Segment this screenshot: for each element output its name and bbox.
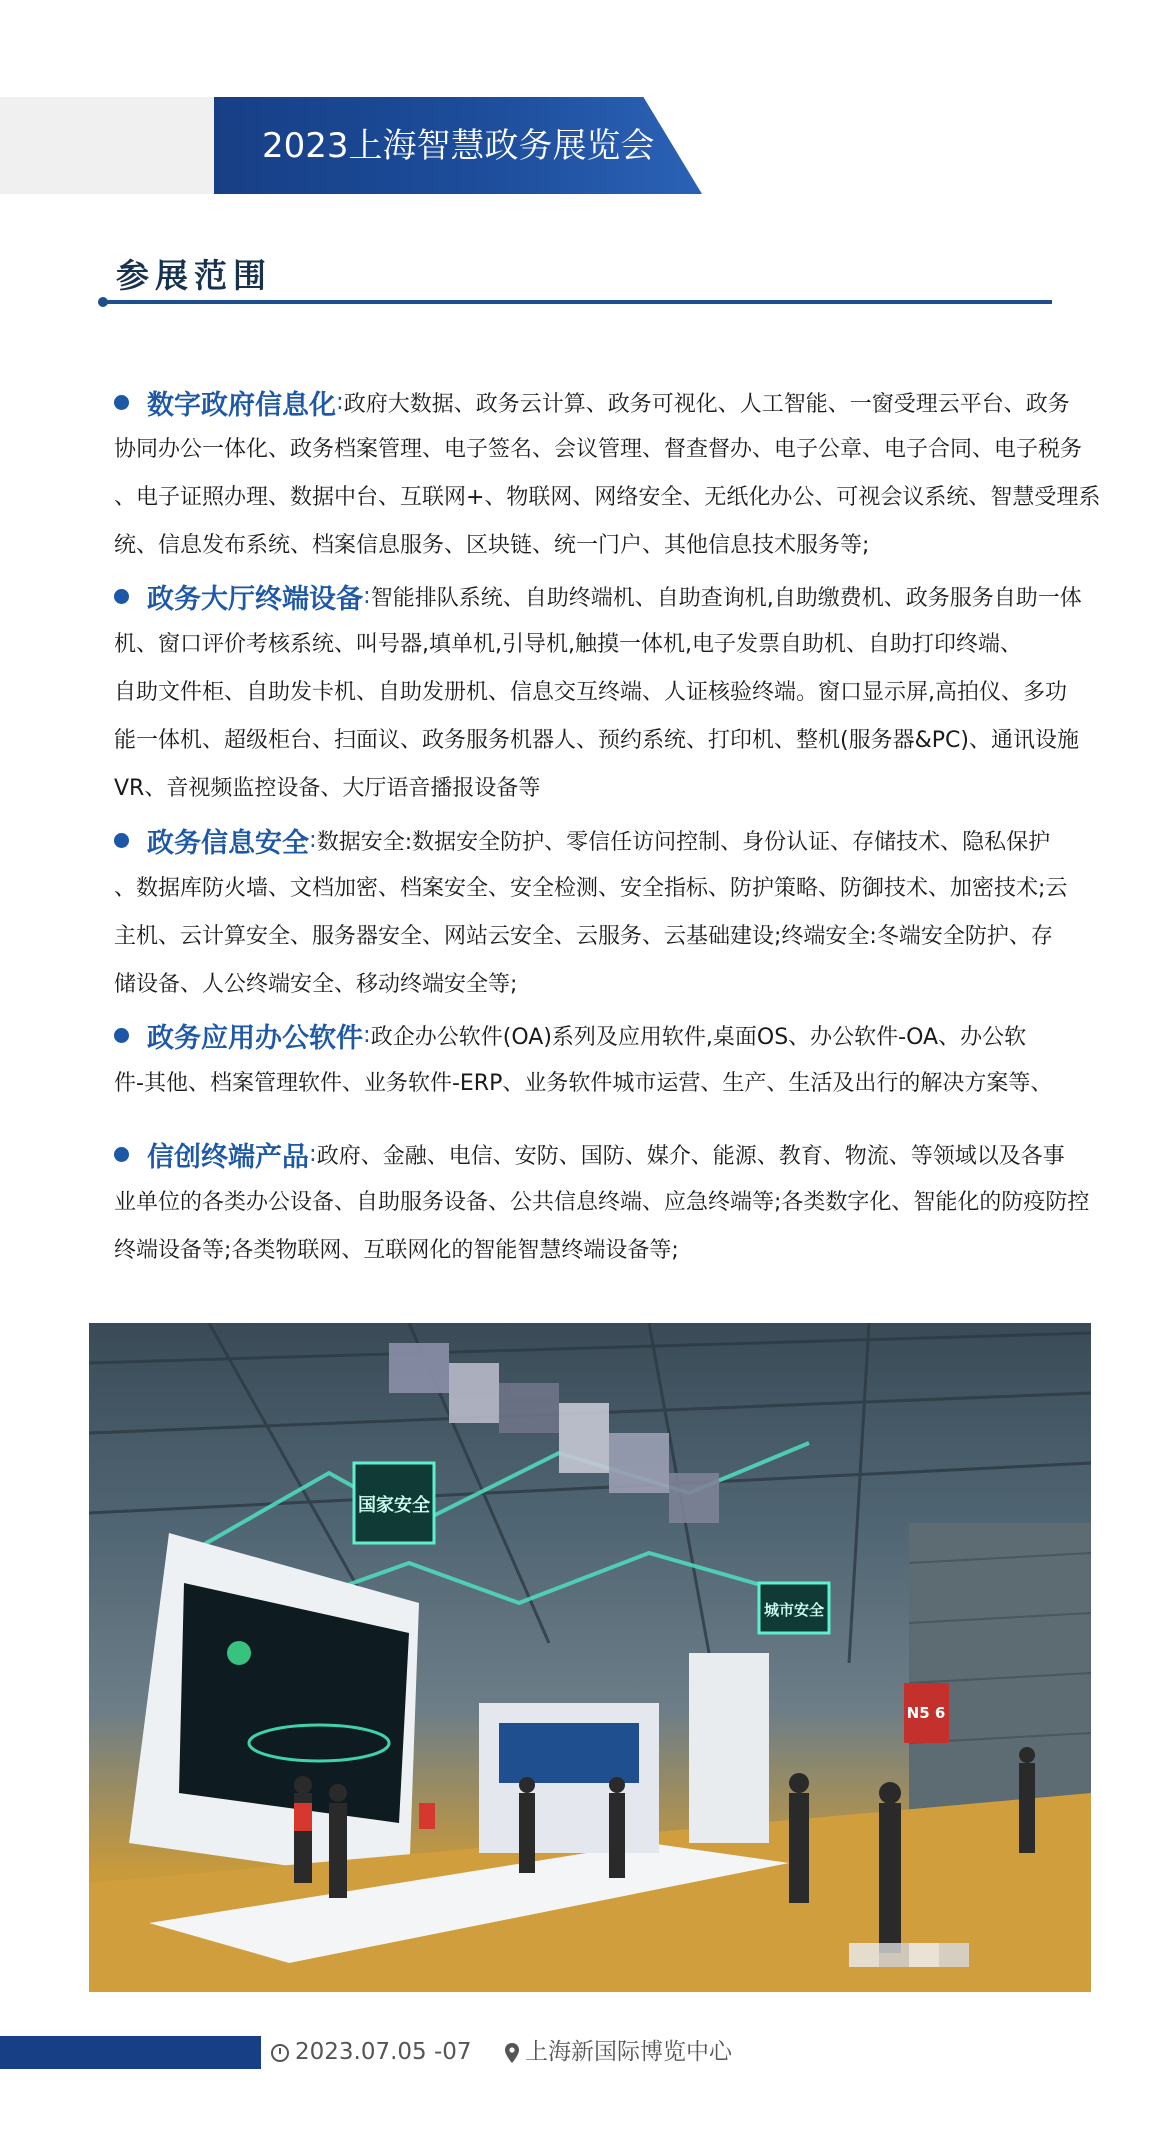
bullet-icon <box>114 1147 129 1162</box>
category-line: 储设备、人公终端安全、移动终端安全等; <box>114 972 518 997</box>
category-colon: : <box>363 583 371 609</box>
category-line: 终端设备等;各类物联网、互联网化的智能智慧终端设备等; <box>114 1238 679 1263</box>
clock-icon <box>271 2044 289 2062</box>
header-gray-band <box>0 97 230 194</box>
section-divider <box>100 300 1052 304</box>
category-title: 信创终端产品 <box>147 1141 309 1173</box>
footer-date <box>271 2036 472 2069</box>
category-header <box>114 380 1070 424</box>
category-header <box>114 574 1082 618</box>
category-header <box>114 1013 1026 1057</box>
bullet-icon <box>114 833 129 848</box>
bullet-icon <box>114 1028 129 1043</box>
booth-sign-2: 城市安全 <box>763 1601 825 1619</box>
category-line: 业单位的各类办公设备、自助服务设备、公共信息终端、应急终端等;各类数字化、智能化的防疫防控 <box>114 1190 1090 1215</box>
page-title: 2023上海智慧政务展览会 <box>262 126 655 166</box>
category-line: VR、音视频监控设备、大厅语音播报设备等 <box>114 776 541 801</box>
category-text: 智能排队系统、自助终端机、自助查询机,自助缴费机、政务服务自助一体 <box>370 585 1082 611</box>
category-header <box>114 818 1050 862</box>
category-title: 数字政府信息化 <box>147 389 336 421</box>
category-line: 、电子证照办理、数据中台、互联网+、物联网、网络安全、无纸化办公、可视会议系统、智慧受理系 <box>114 485 1101 510</box>
footer-date-text: 2023.07.05 -07 <box>295 2039 472 2065</box>
footer-venue <box>505 2036 732 2069</box>
category-colon: : <box>309 1141 317 1167</box>
category-line: 自助文件柜、自助发卡机、自助发册机、信息交互终端、人证核验终端。窗口显示屏,高拍仪、多功 <box>114 680 1067 705</box>
location-pin-icon <box>505 2043 519 2063</box>
category-text: 政企办公软件(OA)系列及应用软件,桌面OS、办公软件-OA、办公软 <box>370 1024 1027 1050</box>
bullet-icon <box>114 589 129 604</box>
category-text: 政府大数据、政务云计算、政务可视化、人工智能、一窗受理云平台、政务 <box>343 391 1070 417</box>
category-line: 能一体机、超级柜台、扫面议、政务服务机器人、预约系统、打印机、整机(服务器&PC)、通讯设施 <box>114 728 1079 753</box>
category-title: 政务应用办公软件 <box>147 1022 363 1054</box>
category-line: 统、信息发布系统、档案信息服务、区块链、统一门户、其他信息技术服务等; <box>114 533 870 558</box>
category-colon: : <box>363 1022 371 1048</box>
hall-sign: N5 6 <box>906 1704 946 1722</box>
category-title: 政务大厅终端设备 <box>147 583 363 615</box>
category-header <box>114 1132 1065 1176</box>
category-line: 协同办公一体化、政务档案管理、电子签名、会议管理、督查督办、电子公章、电子合同、电子税务 <box>114 437 1083 462</box>
exhibition-photo <box>89 1323 1091 1992</box>
category-text: 数据安全:数据安全防护、零信任访问控制、身份认证、存储技术、隐私保护 <box>316 829 1051 855</box>
category-text: 政府、金融、电信、安防、国防、媒介、能源、教育、物流、等领域以及各事 <box>316 1143 1065 1169</box>
section-heading: 参展范围 <box>116 256 272 295</box>
category-line: 件-其他、档案管理软件、业务软件-ERP、业务软件城市运营、生产、生活及出行的解决方案等、 <box>114 1071 1053 1096</box>
category-line: 机、窗口评价考核系统、叫号器,填单机,引导机,触摸一体机,电子发票自助机、自助打印终端、 <box>114 632 1022 657</box>
footer-bar <box>0 2036 261 2069</box>
category-title: 政务信息安全 <box>147 827 309 859</box>
category-line: 、数据库防火墙、文档加密、档案安全、安全检测、安全指标、防护策略、防御技术、加密技术;云 <box>114 876 1068 901</box>
category-colon: : <box>336 389 344 415</box>
booth-sign-1: 国家安全 <box>358 1495 430 1516</box>
footer-venue-text: 上海新国际博览中心 <box>525 2039 732 2065</box>
bullet-icon <box>114 395 129 410</box>
category-colon: : <box>309 827 317 853</box>
category-line: 主机、云计算安全、服务器安全、网站云安全、云服务、云基础建设;终端安全:冬端安全防护、存 <box>114 924 1053 949</box>
exhibition-hall-illustration <box>89 1323 1091 1992</box>
